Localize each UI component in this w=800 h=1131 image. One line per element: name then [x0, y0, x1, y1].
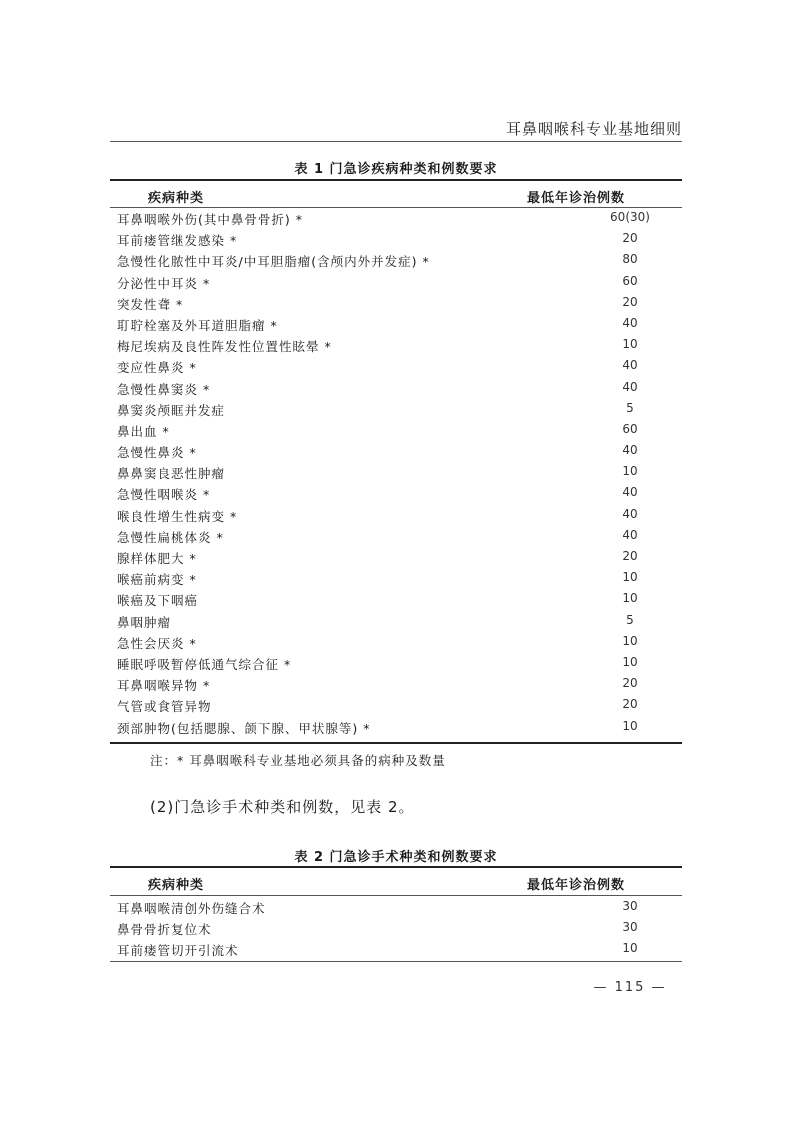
disease-name: 急慢性咽喉炎 *: [117, 487, 211, 503]
table-row: [110, 441, 682, 462]
table-row: [110, 462, 682, 483]
table-row: [110, 918, 682, 939]
table2-top-rule: [110, 866, 682, 868]
table-row: [110, 505, 682, 526]
table2-col-disease: 疾病种类: [148, 878, 205, 893]
min-annual-count: 10: [622, 570, 638, 585]
min-annual-count: 60(30): [610, 210, 650, 224]
disease-name: 分泌性中耳炎 *: [117, 275, 211, 291]
table2-bottom-rule: [110, 961, 682, 962]
table-row: [110, 356, 682, 377]
disease-name: 耳前瘘管继发感染 *: [117, 233, 238, 249]
table-row: [110, 229, 682, 250]
table1-col-count: 最低年诊治例数: [527, 191, 626, 206]
min-annual-count: 60: [622, 273, 638, 288]
table-row: [110, 272, 682, 293]
min-annual-count: 20: [622, 676, 638, 691]
table-row: [110, 335, 682, 356]
header-rule: [110, 141, 682, 142]
disease-name: 喉癌前病变 *: [117, 572, 197, 588]
table-row: [110, 632, 682, 653]
page-number: — 115 —: [593, 980, 667, 995]
table-row: [110, 717, 682, 738]
table1-body: [110, 208, 682, 738]
min-annual-count: 40: [622, 443, 638, 458]
disease-name: 鼻鼻窦良恶性肿瘤: [117, 466, 226, 482]
min-annual-count: 10: [622, 591, 638, 606]
table-row: [110, 314, 682, 335]
min-annual-count: 30: [622, 899, 638, 913]
table-row: [110, 589, 682, 610]
disease-name: 变应性鼻炎 *: [117, 360, 197, 376]
min-annual-count: 20: [622, 231, 638, 246]
table-row: [110, 653, 682, 674]
disease-name: 耳前瘘管切开引流术: [117, 943, 239, 959]
min-annual-count: 40: [622, 315, 638, 330]
disease-name: 突发性聋 *: [117, 296, 184, 312]
min-annual-count: 10: [622, 654, 638, 669]
min-annual-count: 40: [622, 527, 638, 542]
disease-name: 急慢性鼻窦炎 *: [117, 381, 211, 397]
table-row: [110, 611, 682, 632]
disease-name: 颈部肿物(包括腮腺、颌下腺、甲状腺等) *: [117, 720, 371, 736]
table1-top-rule: [110, 179, 682, 181]
min-annual-count: 5: [626, 400, 634, 415]
disease-name: 鼻咽肿瘤: [117, 614, 172, 630]
disease-name: 耵聍栓塞及外耳道胆脂瘤 *: [117, 317, 278, 333]
min-annual-count: 40: [622, 358, 638, 373]
min-annual-count: 40: [622, 506, 638, 521]
disease-name: 急慢性扁桃体炎 *: [117, 529, 224, 545]
min-annual-count: 5: [626, 612, 634, 627]
min-annual-count: 20: [622, 549, 638, 563]
disease-name: 气管或食管异物: [117, 699, 212, 715]
table-row: [110, 250, 682, 271]
disease-name: 急慢性鼻炎 *: [117, 445, 197, 461]
table-row: [110, 897, 682, 918]
min-annual-count: 80: [622, 252, 638, 267]
table-row: [110, 526, 682, 547]
table-row: [110, 568, 682, 589]
table1-col-disease: 疾病种类: [148, 191, 205, 206]
min-annual-count: 10: [622, 633, 638, 648]
disease-name: 睡眠呼吸暂停低通气综合征 *: [117, 656, 292, 672]
min-annual-count: 20: [622, 294, 638, 309]
min-annual-count: 10: [622, 337, 638, 352]
table-row: [110, 420, 682, 441]
min-annual-count: 20: [622, 697, 638, 712]
disease-name: 喉癌及下咽癌: [117, 593, 199, 609]
min-annual-count: 30: [622, 920, 638, 935]
table1-bottom-rule: [110, 742, 682, 744]
disease-name: 急慢性化脓性中耳炎/中耳胆脂瘤(含颅内外并发症) *: [117, 254, 430, 270]
disease-name: 喉良性增生性病变 *: [117, 508, 238, 524]
min-annual-count: 40: [622, 379, 638, 394]
min-annual-count: 40: [622, 485, 638, 500]
table1-footnote: 注：* 耳鼻咽喉科专业基地必须具备的病种及数量: [150, 753, 446, 768]
table-row: [110, 378, 682, 399]
disease-name: 耳鼻咽喉清创外伤缝合术: [117, 901, 266, 916]
table2-col-count: 最低年诊治例数: [527, 878, 626, 893]
disease-name: 耳鼻咽喉外伤(其中鼻骨骨折) *: [117, 212, 303, 227]
min-annual-count: 10: [622, 464, 638, 479]
disease-name: 急性会厌炎 *: [117, 635, 197, 651]
table-row: [110, 483, 682, 504]
table-row: [110, 695, 682, 716]
table2-header-rule: [110, 895, 682, 896]
disease-name: 梅尼埃病及良性阵发性位置性眩晕 *: [117, 339, 332, 355]
table-row: [110, 674, 682, 695]
running-header: 耳鼻咽喉科专业基地细则: [505, 120, 682, 138]
disease-name: 耳鼻咽喉异物 *: [117, 678, 211, 694]
table1-caption: 表 1 门急诊疾病种类和例数要求: [294, 162, 498, 177]
min-annual-count: 10: [622, 718, 638, 733]
min-annual-count: 10: [622, 941, 638, 956]
table-row: [110, 939, 682, 960]
table2-caption: 表 2 门急诊手术种类和例数要求: [294, 850, 498, 865]
table-row: [110, 547, 682, 568]
disease-name: 鼻骨骨折复位术: [117, 922, 212, 938]
table2-body: [110, 897, 682, 961]
disease-name: 腺样体肥大 *: [117, 551, 197, 566]
min-annual-count: 60: [622, 421, 638, 436]
disease-name: 鼻出血 *: [117, 423, 170, 439]
table-row: [110, 208, 682, 229]
table-row: [110, 293, 682, 314]
table-row: [110, 399, 682, 420]
disease-name: 鼻窦炎颅眶并发症: [117, 402, 226, 418]
body-paragraph: (2)门急诊手术种类和例数，见表 2。: [150, 798, 415, 816]
